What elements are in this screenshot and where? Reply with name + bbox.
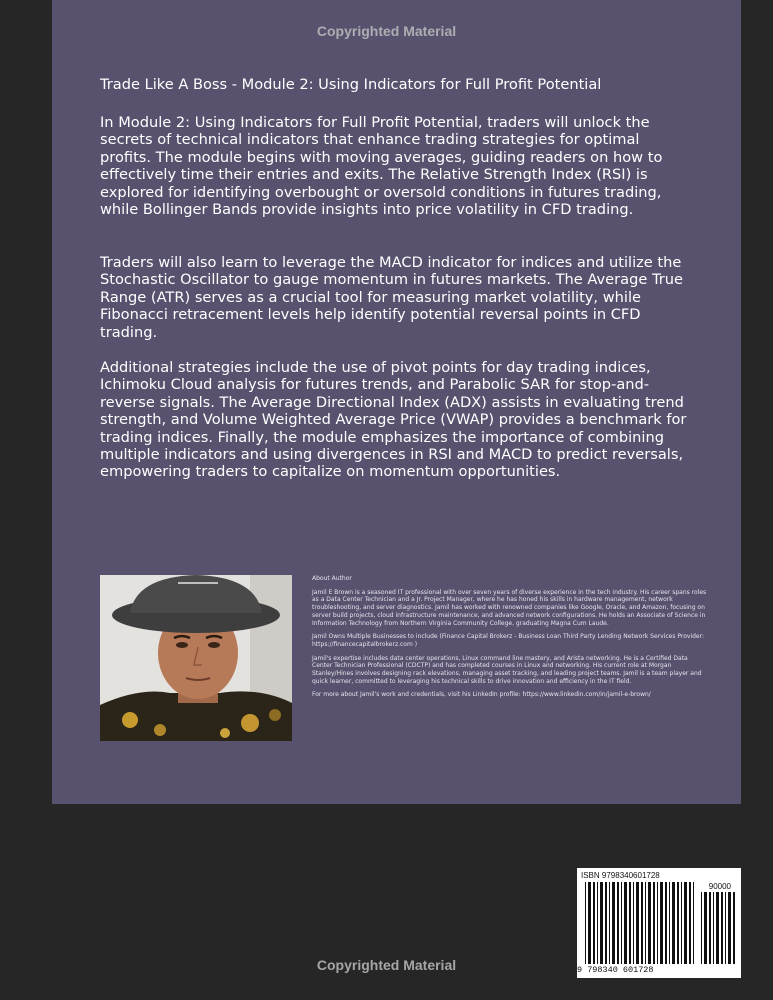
barcode-bar [621,882,622,964]
barcode-bar [593,882,595,964]
barcode-bar [624,882,627,964]
barcode-bar [716,892,719,964]
barcode-bar [684,882,687,964]
barcode-bar [725,892,726,964]
barcode-bar [588,882,591,964]
barcode-bar [648,882,651,964]
barcode-bar [585,882,586,964]
barcode-bar [612,882,615,964]
watermark-bottom: Copyrighted Material [316,957,457,973]
barcode-bar [609,882,610,964]
about-author [312,575,707,705]
barcode-bar [672,882,675,964]
barcode-bar [713,892,714,964]
barcode-bar [728,892,731,964]
barcode-bar [665,882,667,964]
barcode-bar [709,892,711,964]
barcode-bar [669,882,670,964]
barcode-bar [721,892,723,964]
barcode-bar [617,882,619,964]
author-bio-paragraph: Jamil Owns Multiple Businesses to include (Finance Capital Brokerz - Business Loan Third Party Lending Network Services Provider: https://financecapitalbrokerz.com ) [312,633,705,648]
price-code: 90000 [708,882,731,891]
barcode-digits: 9 798340 601728 [577,965,654,975]
barcode-bar [657,882,658,964]
barcode-bar [645,882,646,964]
barcode-bar [629,882,631,964]
barcode-bar [633,882,634,964]
author-bio-paragraph: Jamil's expertise includes data center operations, Linux command line mastery, and Arista networking. He is a Certified Data Center Technician Professional (CDCTP) and has completed courses in Linux and networking. His current role at Morgan Stanley/Hines involves designing rack elevations, managing asset tracking, and leading project teams. Jamil is a team player and quick learner, committed to leveraging his technical skills to drive innovation and efficiency in the IT field. [312,654,702,685]
barcode-bar [641,882,643,964]
barcode-bar [689,882,691,964]
barcode-bar [660,882,663,964]
barcode-bar [693,882,694,964]
book-title: Trade Like A Boss - Module 2: Using Indicators for Full Profit Potential [100,76,602,93]
description-paragraph-3: Additional strategies include the use of pivot points for day trading indices, Ichimoku Cloud analysis for futures trends, and Parabolic SAR for stop-and-reverse signals. The Average Directional Index (ADX) assists in evaluating trend strength, and Volume Weighted Average Price (VWAP) provides a benchmark for trading indices. Finally, the module emphasizes the importance of combining multiple indicators and using divergences in RSI and MACD to predict reversals, empowering traders to capitalize on momentum opportunities. [100,359,687,481]
barcode-bar [704,892,707,964]
author-photo [100,575,292,741]
description-paragraph-1: In Module 2: Using Indicators for Full Profit Potential, traders will unlock the secrets of technical indicators that enhance trading strategies for optimal profits. The module begins with moving averages, guiding readers on how to effectively time their entries and exits. The Relative Strength Index (RSI) is explored for identifying overbought or oversold conditions in futures trading, while Bollinger Bands provide insights into price volatility in CFD trading. [100,114,663,219]
author-bio-paragraph: For more about Jamil's work and credentials, visit his LinkedIn profile: https://www.linkedin.com/in/jamil-e-brown/ [312,691,651,699]
watermark-top: Copyrighted Material [316,23,457,39]
barcode-bar [701,892,702,964]
description-paragraph-2: Traders will also learn to leverage the MACD indicator for indices and utilize the Stochastic Oscillator to gauge momentum in futures markets. The Average True Range (ATR) serves as a crucial tool for measuring market volatility, while Fibonacci retracement levels help identify potential reversal points in CFD trading. [100,254,683,341]
barcode-bar [605,882,607,964]
isbn-label: ISBN 9798340601728 [581,871,660,880]
author-portrait-illustration [100,575,292,741]
barcode-bar [597,882,598,964]
barcode-bar [653,882,655,964]
barcode-bar [636,882,639,964]
barcode-bar [677,882,679,964]
about-author-heading: About Author [312,575,352,582]
barcode-bar [681,882,682,964]
barcode-bar [600,882,603,964]
barcode-bar [733,892,735,964]
author-bio-paragraph: Jamil E Brown is a seasoned IT professional with over seven years of diverse experience in the tech industry. His career spans roles as a Data Center Technician and a Jr. Project Manager, where he has honed his skills in hardware management, network troubleshooting, and server diagnostics. Jamil has worked with renowned companies like Google, Oracle, and Amazon, focusing on server build projects, cloud infrastructure maintenance, and advanced network configurations. He holds an Associate of Science in Information Technology from Northern Virginia Community College, graduating Magna Cum Laude. [312,588,707,627]
